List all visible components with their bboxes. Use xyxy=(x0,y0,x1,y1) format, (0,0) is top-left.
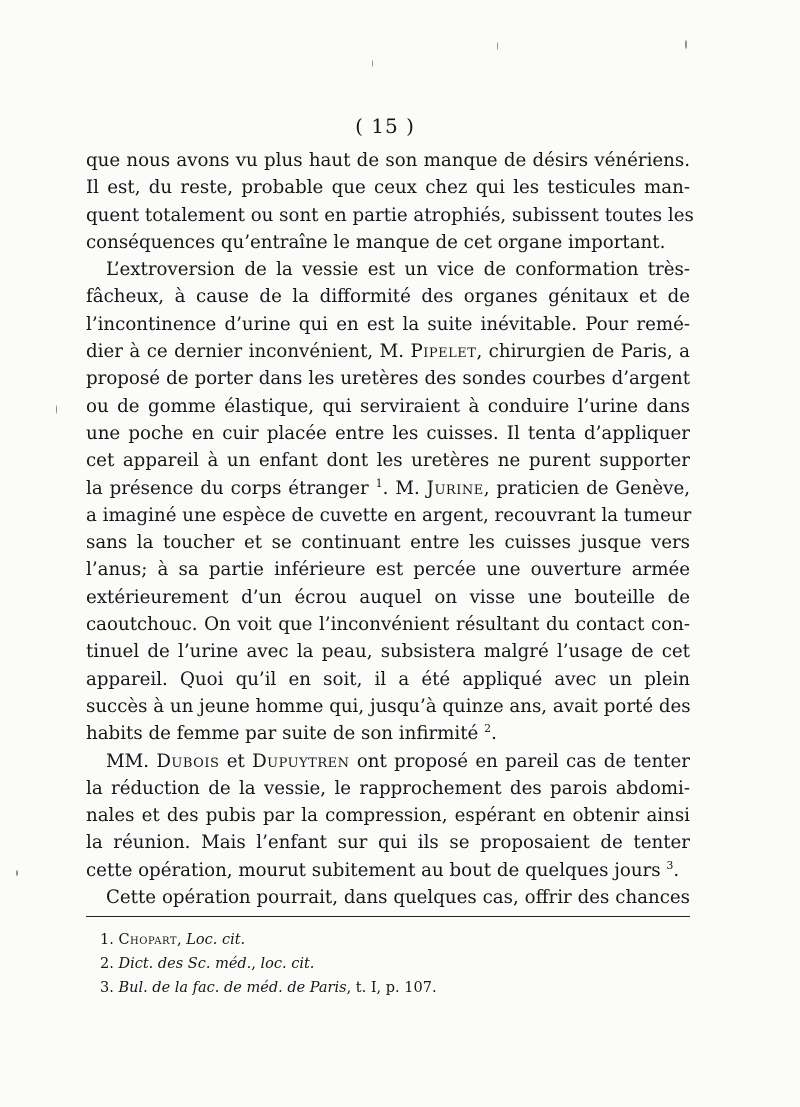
text-line: Cette opération pourrait, dans quelques cas, offrir des chances xyxy=(106,887,690,909)
text-line: cet appareil à un enfant dont les uretères ne purent supporter xyxy=(86,450,690,472)
text-line xyxy=(86,720,690,747)
text-line: conséquences qu’entraîne le manque de cet organe important. xyxy=(86,231,666,253)
footnotes xyxy=(100,928,660,1000)
text-line: appareil. Quoi qu’il en soit, il a été appliqué avec un plein xyxy=(86,668,690,690)
footnote xyxy=(100,952,660,976)
text-line xyxy=(86,857,690,884)
text-fragment: , chirurgien de Paris, a xyxy=(476,341,690,363)
person-name: Dubois xyxy=(156,750,220,772)
paragraph xyxy=(86,748,690,884)
text-line: la réduction de la vessie, le rapprochement des parois abdomi- xyxy=(86,777,690,799)
footnote-number: 2. xyxy=(100,956,114,972)
text-fragment: MM. xyxy=(106,750,150,772)
text-fragment: et xyxy=(226,750,245,772)
text-line: sans la toucher et se continuant entre les cuisses jusque vers xyxy=(86,532,690,554)
main-text xyxy=(86,147,694,911)
footnote-marker[interactable]: 1 xyxy=(375,476,383,490)
person-name: Dupuytren xyxy=(252,750,350,772)
footnote-author: Chopart xyxy=(118,932,178,948)
footnote-separator: , xyxy=(177,932,182,948)
text-line: fâcheux, à cause de la difformité des organes génitaux et de xyxy=(86,286,690,308)
text-line: caoutchouc. On voit que l’inconvénient résultant du contact con- xyxy=(86,614,690,636)
text-line xyxy=(86,338,690,365)
footnote-reference: Loc. cit. xyxy=(186,932,246,948)
footnote-number: 1. xyxy=(100,932,114,948)
footnote-reference: Bul. de la fac. de méd. de Paris xyxy=(118,980,347,996)
text-line: tinuel de l’urine avec la peau, subsistera malgré l’usage de cet xyxy=(86,641,690,663)
footnote-rule xyxy=(86,916,690,917)
text-line: ou de gomme élastique, qui serviraient à conduire l’urine dans xyxy=(86,395,690,417)
person-name: Jurine xyxy=(426,477,484,499)
text-line: la réunion. Mais l’enfant sur qui ils se proposaient de tenter xyxy=(86,832,690,854)
text-fragment: ont proposé en pareil cas de tenter xyxy=(356,750,690,772)
scan-speck xyxy=(16,870,18,876)
footnote-reference: loc. cit. xyxy=(260,956,315,972)
text-fragment: cette opération, mourut subitement au bout de quelques jours xyxy=(86,859,661,881)
text-line: nales et des pubis par la compression, espérant en obtenir ainsi xyxy=(86,805,690,827)
text-line: succès à un jeune homme qui, jusqu’à quinze ans, avait porté des xyxy=(86,695,691,717)
text-line: l’incontinence d’urine qui en est la suite inévitable. Pour remé- xyxy=(86,313,690,335)
text-line xyxy=(86,748,690,775)
text-fragment: . M. xyxy=(382,477,420,499)
text-line: l’anus; à sa partie inférieure est percée une ouverture armée xyxy=(86,559,690,581)
text-line: que nous avons vu plus haut de son manque de désirs vénériens. xyxy=(86,150,690,171)
footnote-marker[interactable]: 2 xyxy=(484,722,492,736)
text-line: quent totalement ou sont en partie atrophiés, subissent toutes les xyxy=(86,204,694,226)
footnote-detail: , t. I, p. 107. xyxy=(346,980,437,996)
scan-speck xyxy=(685,40,687,49)
text-fragment: la présence du corps étranger xyxy=(86,477,369,499)
text-fragment: . xyxy=(673,859,680,881)
person-name: Pipelet xyxy=(410,341,477,363)
text-fragment: habits de femme par suite de son infirmité xyxy=(86,723,479,745)
text-line: une poche en cuir placée entre les cuisses. Il tenta d’appliquer xyxy=(86,422,690,444)
paragraph xyxy=(86,256,690,747)
footnote-separator: , xyxy=(251,956,256,972)
text-fragment: , praticien de Genève, xyxy=(483,477,690,499)
text-line: proposé de porter dans les uretères des sondes courbes d’argent xyxy=(86,368,690,390)
text-line: a imaginé une espèce de cuvette en argent, recouvrant la tumeur xyxy=(86,504,692,526)
scan-speck xyxy=(497,42,498,50)
text-fragment: . xyxy=(491,723,497,745)
text-fragment: dier à ce dernier inconvénient, M. xyxy=(86,341,405,363)
footnote-marker[interactable]: 3 xyxy=(666,858,674,872)
paragraph xyxy=(86,147,694,256)
footnote-reference: Dict. des Sc. méd. xyxy=(118,956,252,972)
footnote-number: 3. xyxy=(100,980,114,996)
text-line: Il est, du reste, probable que ceux chez qui les testicules man- xyxy=(86,177,690,199)
footnote xyxy=(100,976,660,1000)
scan-speck xyxy=(372,60,373,67)
scan-speck xyxy=(56,405,57,414)
paragraph xyxy=(86,884,690,911)
text-line: L’extroversion de la vessie est un vice de conformation très- xyxy=(106,259,690,281)
text-line xyxy=(86,475,690,502)
page-number: ( 15 ) xyxy=(355,114,415,138)
text-line: extérieurement d’un écrou auquel on visse une bouteille de xyxy=(86,586,690,608)
footnote xyxy=(100,928,660,952)
